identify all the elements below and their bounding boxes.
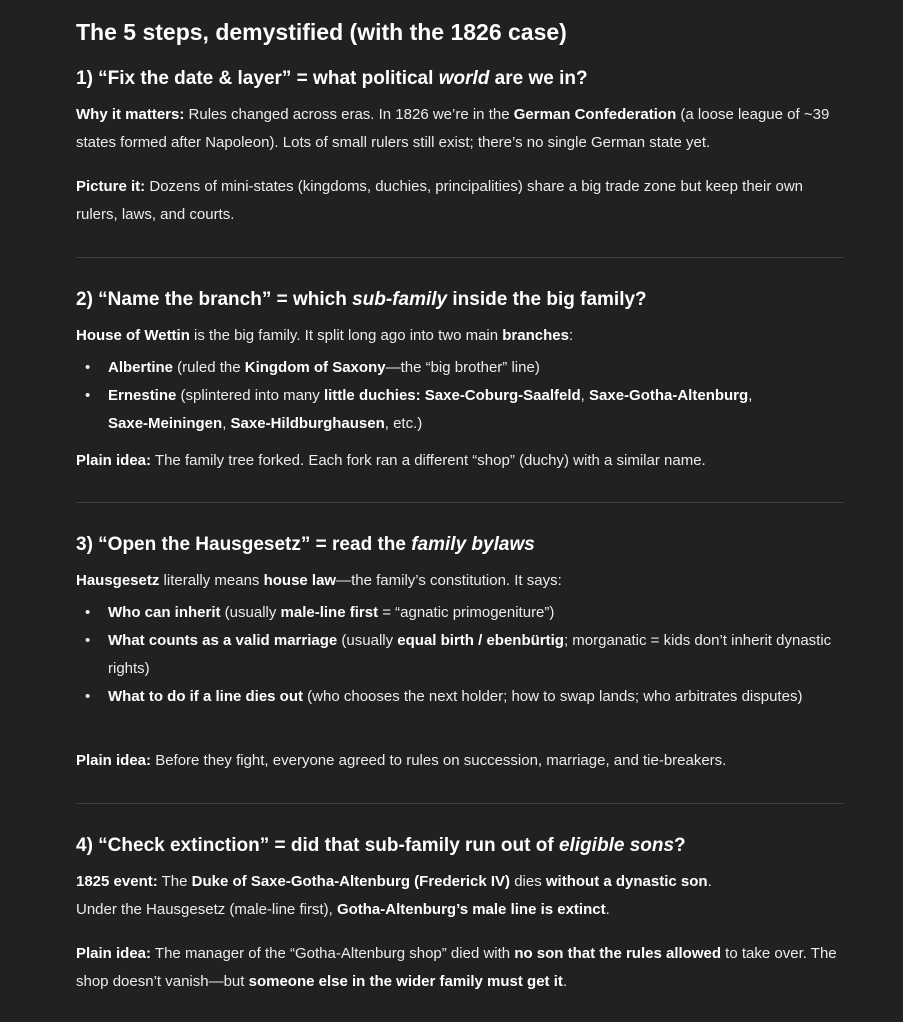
section-4-heading: 4) “Check extinction” = did that sub-family run out of eligible sons? xyxy=(76,835,686,856)
list-item: • Ernestine (splintered into many little duchies: Saxe-Coburg-Saalfeld, Saxe-Gotha-Altenburg, Saxe-Meiningen, Saxe-Hildburghausen, etc.) xyxy=(76,382,844,438)
list-item: • Who can inherit (usually male-line first = “agnatic primogeniture”) xyxy=(76,599,844,627)
section-1-picture-paragraph: Picture it: Dozens of mini-states (kingdoms, duchies, principalities) share a big trade zone but keep their own rulers, laws, and courts. xyxy=(76,178,804,223)
section-1-heading: 1) “Fix the date & layer” = what political world are we in? xyxy=(76,68,588,89)
bullet-icon: • xyxy=(85,688,91,705)
section-3-bylaws-list xyxy=(76,599,844,711)
section-3-plain-idea-paragraph: Plain idea: Before they fight, everyone agreed to rules on succession, marriage, and tie-breakers. xyxy=(76,752,727,769)
list-item: • Albertine (ruled the Kingdom of Saxony—the “big brother” line) xyxy=(76,354,844,382)
section-4-event-paragraph: 1825 event: The Duke of Saxe-Gotha-Altenburg (Frederick IV) dies without a dynastic son. Under the Hausgesetz (male-line first), Gotha-Altenburg’s male line is extinct. xyxy=(76,873,712,918)
section-2-branch-list xyxy=(76,354,844,438)
section-1-why-paragraph: Why it matters: Rules changed across eras. In 1826 we’re in the German Confederation (a loose league of ~39 states formed after Napoleon). Lots of small rulers still exist; there’s no single German state yet. xyxy=(76,106,830,151)
section-divider xyxy=(76,502,844,503)
section-divider xyxy=(76,803,844,804)
section-4-plain-idea-paragraph: Plain idea: The manager of the “Gotha-Altenburg shop” died with no son that the rules allowed to take over. The shop doesn’t vanish—but someone else in the wider family must get it. xyxy=(76,945,837,990)
bullet-icon: • xyxy=(85,359,91,376)
section-2-intro-paragraph: House of Wettin is the big family. It split long ago into two main branches: xyxy=(76,327,574,344)
list-item: • What counts as a valid marriage (usually equal birth / ebenbürtig; morganatic = kids don’t inherit dynastic rights) xyxy=(76,627,844,683)
section-2-heading: 2) “Name the branch” = which sub-family inside the big family? xyxy=(76,289,647,310)
section-3-intro-paragraph: Hausgesetz literally means house law—the family’s constitution. It says: xyxy=(76,572,562,589)
page-title: The 5 steps, demystified (with the 1826 case) xyxy=(76,19,567,45)
bullet-icon: • xyxy=(85,632,91,649)
bullet-icon: • xyxy=(85,604,91,621)
bullet-icon: • xyxy=(85,387,91,404)
section-divider xyxy=(76,257,844,258)
section-3-heading: 3) “Open the Hausgesetz” = read the family bylaws xyxy=(76,534,535,555)
list-item: • What to do if a line dies out (who chooses the next holder; how to swap lands; who arbitrates disputes) xyxy=(76,683,844,711)
section-2-plain-idea-paragraph: Plain idea: The family tree forked. Each fork ran a different “shop” (duchy) with a similar name. xyxy=(76,452,706,469)
